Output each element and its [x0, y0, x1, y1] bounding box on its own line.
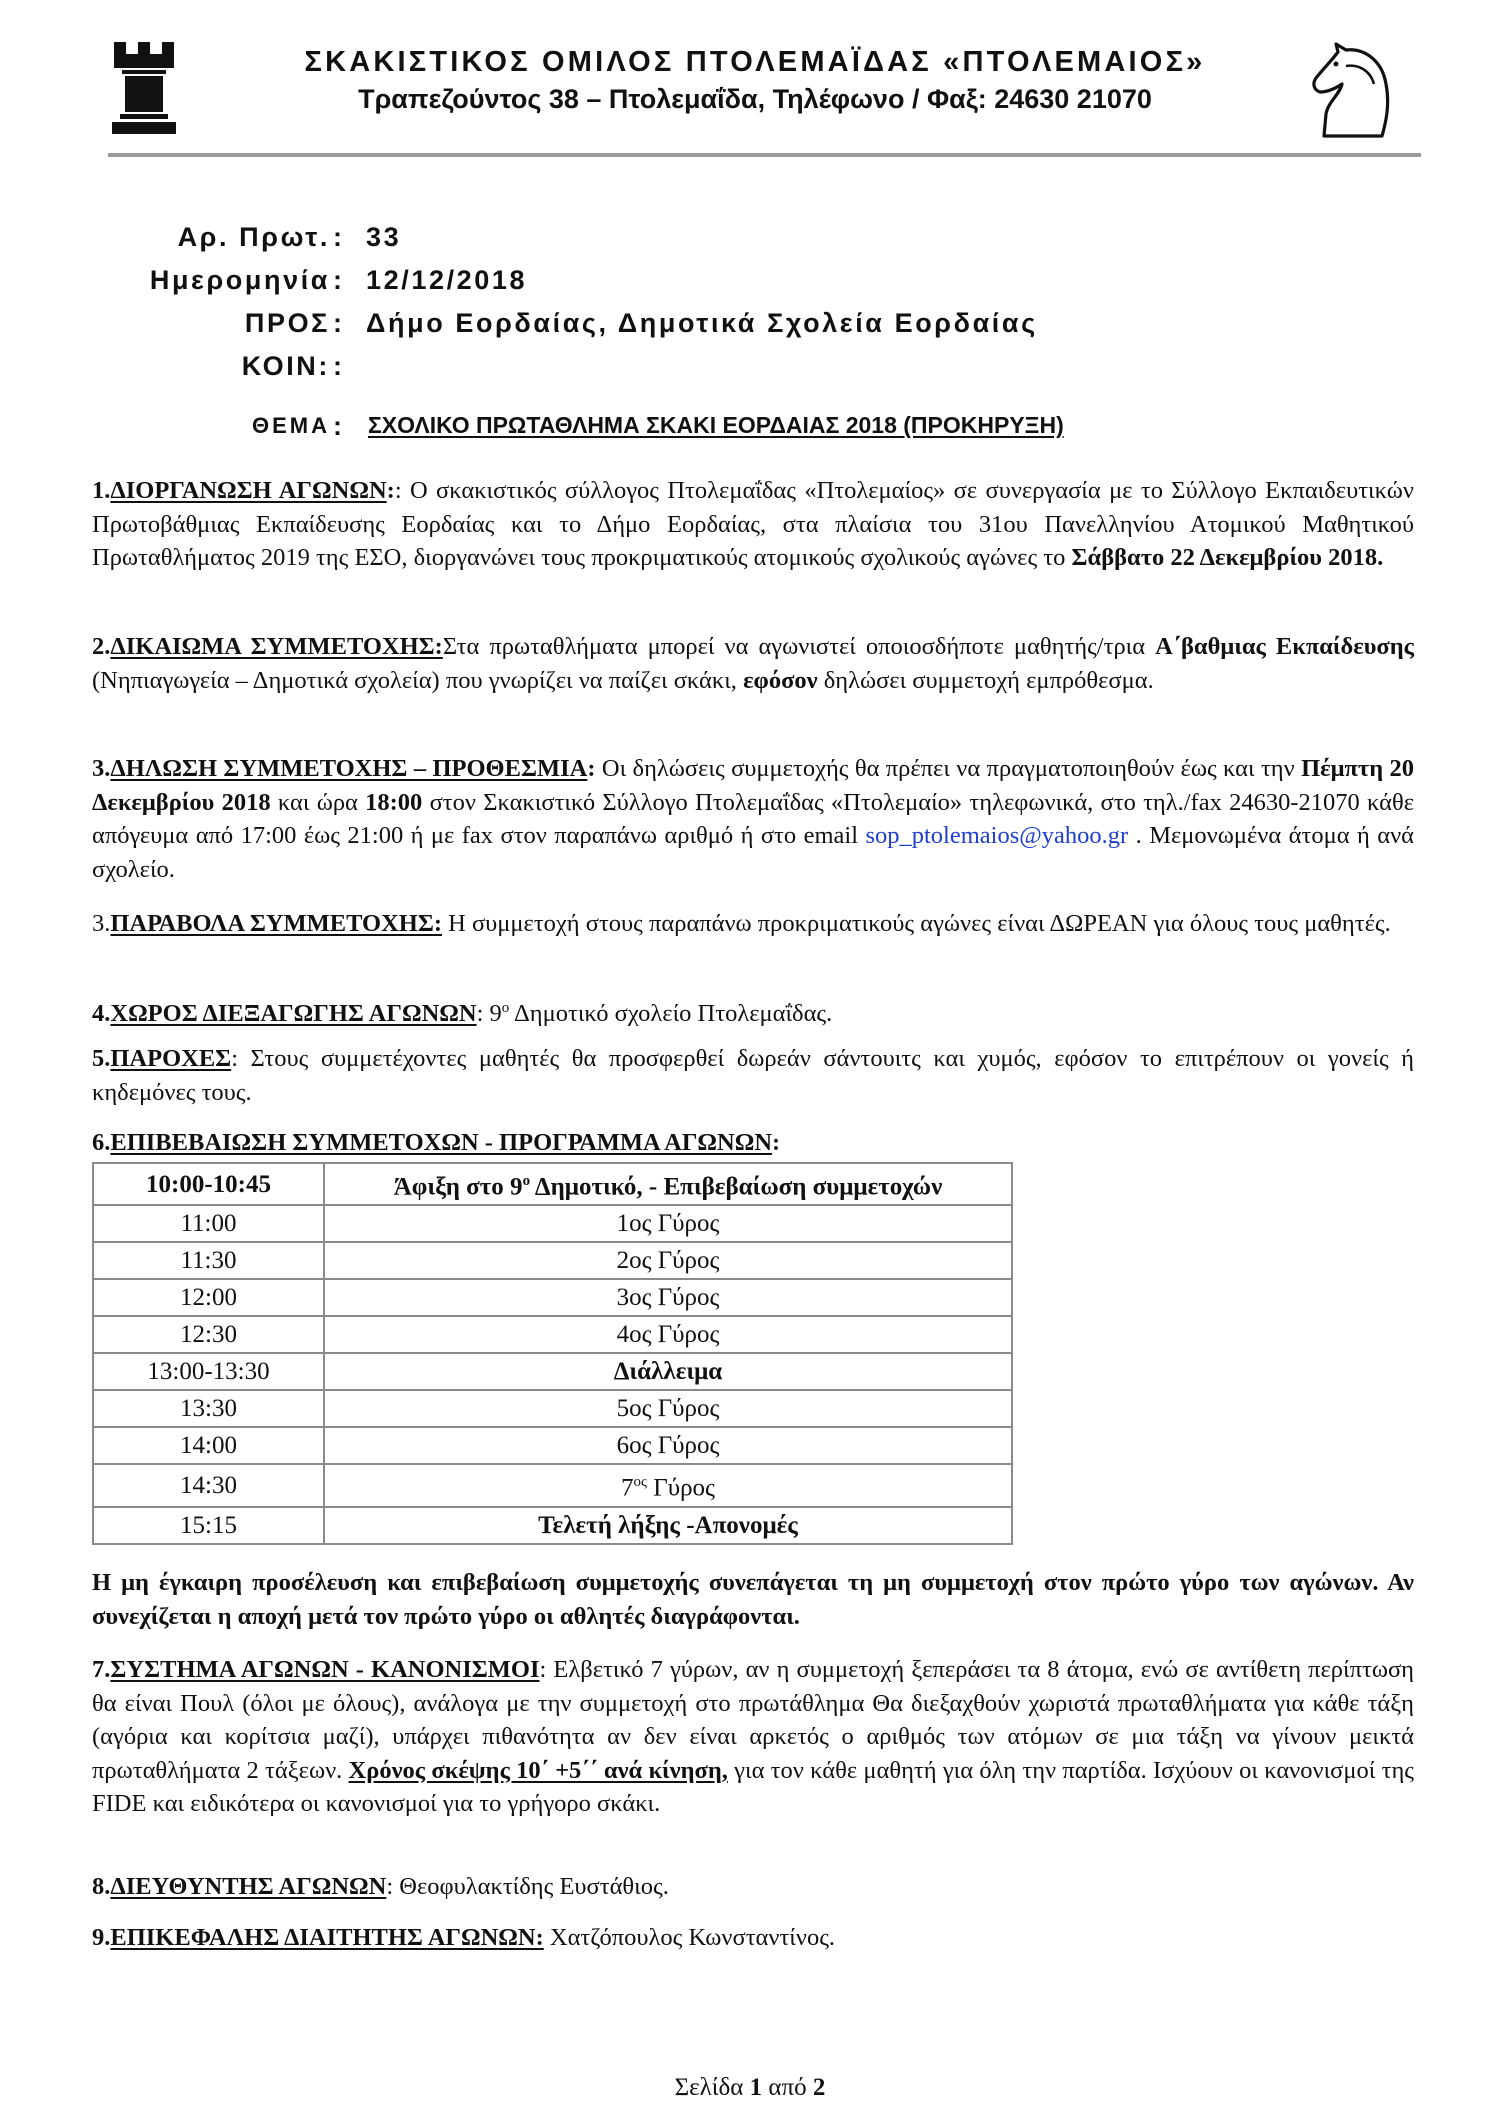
- section-heading: ΔΗΛΩΣΗ ΣΥΜΜΕΤΟΧΗΣ – ΠΡΟΘΕΣΜΙΑ: [110, 755, 588, 782]
- protocol-label: Αρ. Πρωτ.: [177, 222, 330, 252]
- section-number: 7.: [92, 1656, 111, 1683]
- schedule-activity: 6ος Γύρος: [324, 1427, 1012, 1464]
- page-current: 1: [749, 2074, 763, 2101]
- subject-row: [0, 411, 1500, 451]
- section-text-4: . Μεμονωμένα άτομα ή ανά σχολείο.: [92, 822, 1414, 883]
- section-number: 3.: [92, 910, 111, 937]
- date-colon: :: [333, 265, 345, 295]
- table-row: [93, 1205, 1012, 1242]
- schedule-time: 12:30: [93, 1316, 324, 1353]
- cc-row: [0, 351, 1500, 391]
- email-link[interactable]: sop_ptolemaios@yahoo.gr: [865, 822, 1129, 849]
- schedule-activity: 3ος Γύρος: [324, 1279, 1012, 1316]
- table-row: [93, 1242, 1012, 1279]
- section-text-1: : Ελβετικό 7 γύρων, αν η συμμετοχή ξεπεράσει τα 8 άτομα, ενώ σε αντίθετη περίπτωση θα είναι Πουλ (όλοι με όλους), ανάλογα με την συμμετοχή στο πρωτάθλημα Θα διεξαχθούν χωριστά πρωταθλήματα για κάθε τάξη (αγόρια και κορίτσια μαζί), υπάρχει πιθανότητα αν δεν είναι αρκετός ο αριθμός των ατόμων σε μια τάξη να γίνουν μεικτά πρωταθλήματα 2 τάξεων.: [92, 1656, 1414, 1784]
- schedule-activity: Τελετή λήξης -Απονομές: [324, 1507, 1012, 1544]
- section-venue: [92, 992, 1414, 1031]
- page-footer: [0, 2074, 1500, 2102]
- section-end: .: [1377, 544, 1384, 571]
- section-heading: ΕΠΙΚΕΦΑΛΗΣ ΔΙΑΙΤΗΤΗΣ ΑΓΩΝΩΝ:: [110, 1924, 544, 1951]
- recipient-colon: :: [333, 308, 345, 338]
- deadline-date: Πέμπτη 20 Δεκεμβρίου 2018: [92, 755, 1415, 816]
- section-number: 3.: [92, 755, 111, 782]
- recipient-value: Δήμο Εορδαίας, Δημοτικά Σχολεία Εορδαίας: [366, 308, 1038, 338]
- section-organization: [92, 474, 1414, 575]
- section-text: : Στους συμμετέχοντες μαθητές θα προσφερθεί δωρεάν σάντουιτς και χυμός, εφόσον το επιτρέπουν οι γονείς ή κηδεμόνες τους.: [92, 1045, 1414, 1106]
- section-text-2: και ώρα: [270, 788, 366, 816]
- subject-colon: :: [333, 411, 345, 441]
- section-number: 1.: [92, 477, 111, 504]
- late-arrival-warning: Η μη έγκαιρη προσέλευση και επιβεβαίωση συμμετοχής συνεπάγεται τη μη συμμετοχή στον πρώτο γύρο των αγώνων. Αν συνεχίζεται η αποχή μετά τον πρώτο γύρο οι αθλητές διαγράφονται.: [92, 1569, 1414, 1630]
- schedule-time: 12:00: [93, 1279, 324, 1316]
- education-level: Α΄βαθμιας Εκπαίδευσης: [1155, 633, 1414, 660]
- ordinal-superscript: ο: [501, 1000, 510, 1016]
- section-text-1: Στα πρωταθλήματα μπορεί να αγωνιστεί οποιοσδήποτε μαθητής/τρια: [442, 633, 1156, 660]
- table-row: [93, 1507, 1012, 1544]
- subject-label: ΘΕΜΑ: [252, 413, 330, 438]
- section-text-2: για τον κάθε μαθητή για όλη την παρτίδα. Ισχύουν οι κανονισμοί της FIDE και ειδικότερα οι κανονισμοί για το γρήγορο σκάκι.: [92, 1756, 1414, 1817]
- schedule-activity: $7^{o\varsigma}$ Γύρος: [324, 1464, 1012, 1506]
- schedule-activity: 2ος Γύρος: [324, 1242, 1012, 1279]
- recipient-row: [0, 308, 1500, 348]
- section-heading: ΔΙΟΡΓΑΝΩΣΗ ΑΓΩΝΩΝ: [110, 477, 387, 504]
- deadline-time: 18:00: [365, 788, 423, 816]
- section-text-pre: : 9: [476, 1000, 502, 1028]
- page-word: Σελίδα: [674, 2074, 744, 2101]
- page-total: 2: [812, 2074, 826, 2101]
- schedule-activity: 4ος Γύρος: [324, 1316, 1012, 1353]
- schedule-time: 15:15: [93, 1507, 324, 1544]
- schedule-time: 14:00: [93, 1427, 324, 1464]
- section-heading: ΔΙΕΥΘΥΝΤΗΣ ΑΓΩΝΩΝ: [110, 1873, 387, 1900]
- section-number: 6.: [92, 1129, 111, 1156]
- table-row: [93, 1353, 1012, 1390]
- section-registration-deadline: [92, 752, 1414, 886]
- schedule-table: [92, 1162, 1013, 1545]
- section-text: Χατζόπουλος Κωνσταντίνος.: [543, 1924, 836, 1951]
- protocol-value: 33: [366, 222, 402, 252]
- recipient-label: ΠΡΟΣ: [244, 308, 330, 338]
- section-text-1: Οι δηλώσεις συμμετοχής θα πρέπει να πραγματοποιηθούν έως και την: [595, 755, 1302, 782]
- section-number: 9.: [92, 1924, 111, 1951]
- section-heading: ΧΩΡΟΣ ΔΙΕΞΑΓΩΓΗΣ ΑΓΩΝΩΝ: [110, 1000, 477, 1028]
- condition-word: εφόσον: [743, 666, 818, 694]
- section-number: 8.: [92, 1873, 111, 1900]
- section-provisions: [92, 1042, 1414, 1109]
- time-control: Χρόνος σκέψης 10΄ +5΄΄ ανά κίνηση,: [348, 1756, 728, 1784]
- cc-label: ΚΟΙΝ:: [241, 351, 330, 381]
- cc-colon: :: [333, 351, 345, 381]
- section-text-2: (Νηπιαγωγεία – Δημοτικά σχολεία) που γνωρίζει να παίζει σκάκι,: [92, 666, 744, 694]
- organization-address: Τραπεζούντος 38 – Πτολεμαΐδα, Τηλέφωνο / Φαξ: 24630 21070: [358, 84, 1152, 114]
- section-fees: [92, 907, 1414, 941]
- chess-knight-icon: [1306, 40, 1398, 140]
- table-row: [93, 1163, 1012, 1205]
- section-text: : Ο σκακιστικός σύλλογος Πτολεμαΐδας «Πτολεμαίος» σε συνεργασία με το Σύλλογο Εκπαιδευτικών Πρωτοβάθμιας Εκπαίδευσης Εορδαίας και το Δήμο Εορδαίας, στα πλαίσια του 31ου Πανελληνίου Ατομικού Μαθητικού Πρωταθλήματος 2019 της ΕΣΟ, διοργανώνει τους προκριματικούς ατομικούς σχολικούς αγώνες το: [92, 477, 1414, 571]
- section-schedule: [92, 1126, 1414, 1160]
- table-row: [93, 1390, 1012, 1427]
- date-row: [0, 265, 1500, 305]
- section-text-post: Δημοτικό σχολείο Πτολεμαΐδας.: [509, 1000, 833, 1028]
- schedule-activity: 5ος Γύρος: [324, 1390, 1012, 1427]
- section-heading: ΣΥΣΤΗΜΑ ΑΓΩΝΩΝ - ΚΑΝΟΝΙΣΜΟΙ: [110, 1656, 540, 1683]
- section-number: 2.: [92, 633, 111, 660]
- section-text-3: δηλώσει συμμετοχή εμπρόθεσμα.: [817, 666, 1154, 694]
- schedule-activity: Διάλλειμα: [324, 1353, 1012, 1390]
- section-number: 4.: [92, 1000, 111, 1028]
- section-colon: :: [386, 477, 395, 504]
- section-text-3: στον Σκακιστικό Σύλλογο Πτολεμαΐδας «Πτολεμαίο» τηλεφωνικά, στο τηλ./fax 24630-21070 κάθε απόγευμα από 17:00 έως 21:00 ή με fax στον παραπάνω αριθμό ή στο email: [92, 788, 1414, 849]
- tournament-date: Σάββατο 22 Δεκεμβρίου 2018: [1071, 544, 1378, 571]
- chess-rook-icon: [108, 38, 180, 138]
- table-row: [93, 1316, 1012, 1353]
- section-tournament-director: [92, 1870, 1414, 1904]
- schedule-time: 10:00-10:45: [93, 1163, 324, 1205]
- section-heading: ΔΙΚΑΙΩΜΑ ΣΥΜΜΕΤΟΧΗΣ:: [110, 633, 443, 660]
- section-text: Η συμμετοχή στους παραπάνω προκριματικούς αγώνες είναι ΔΩΡΕΑΝ για όλους τους μαθητές.: [442, 910, 1391, 937]
- schedule-time: 11:00: [93, 1205, 324, 1242]
- section-text: : Θεοφυλακτίδης Ευστάθιος.: [386, 1873, 669, 1900]
- section-colon: :: [587, 755, 596, 782]
- date-value: 12/12/2018: [366, 265, 528, 295]
- protocol-colon: :: [333, 222, 345, 252]
- subject-value: ΣΧΟΛΙΚΟ ΠΡΩΤΑΘΛΗΜΑ ΣΚΑΚΙ ΕΟΡΔΑΙΑΣ 2018 (ΠΡΟΚΗΡΥΞΗ): [368, 412, 1064, 438]
- table-row: [93, 1279, 1012, 1316]
- section-heading: ΠΑΡΟΧΕΣ: [110, 1045, 232, 1072]
- schedule-time: 13:00-13:30: [93, 1353, 324, 1390]
- schedule-time: 11:30: [93, 1242, 324, 1279]
- schedule-activity: 1ος Γύρος: [324, 1205, 1012, 1242]
- of-word: από: [768, 2074, 807, 2101]
- table-row: [93, 1464, 1012, 1506]
- section-eligibility: [92, 630, 1414, 697]
- section-number: 5.: [92, 1045, 111, 1072]
- organization-name: ΣΚΑΚΙΣΤΙΚΟΣ ΟΜΙΛΟΣ ΠΤΟΛΕΜΑΪΔΑΣ «ΠΤΟΛΕΜΑΙΟΣ»: [304, 46, 1206, 78]
- section-chief-arbiter: [92, 1921, 1414, 1955]
- section-system-rules: [92, 1653, 1414, 1821]
- schedule-time: 13:30: [93, 1390, 324, 1427]
- date-label: Ημερομηνία: [149, 265, 330, 295]
- section-heading: ΕΠΙΒΕΒΑΙΩΣΗ ΣΥΜΜΕΤΟΧΩΝ - ΠΡΟΓΡΑΜΜΑ ΑΓΩΝΩΝ: [110, 1129, 773, 1156]
- schedule-activity: Άφιξη στο $9^o$ Δημοτικό, - Επιβεβαίωση συμμετοχών: [324, 1163, 1012, 1205]
- protocol-number-row: [0, 222, 1500, 262]
- schedule-time: 14:30: [93, 1464, 324, 1506]
- header-divider: [108, 153, 1421, 157]
- table-row: [93, 1427, 1012, 1464]
- section-heading: ΠΑΡΑΒΟΛΑ ΣΥΜΜΕΤΟΧΗΣ:: [110, 910, 442, 937]
- section-colon: :: [772, 1129, 781, 1156]
